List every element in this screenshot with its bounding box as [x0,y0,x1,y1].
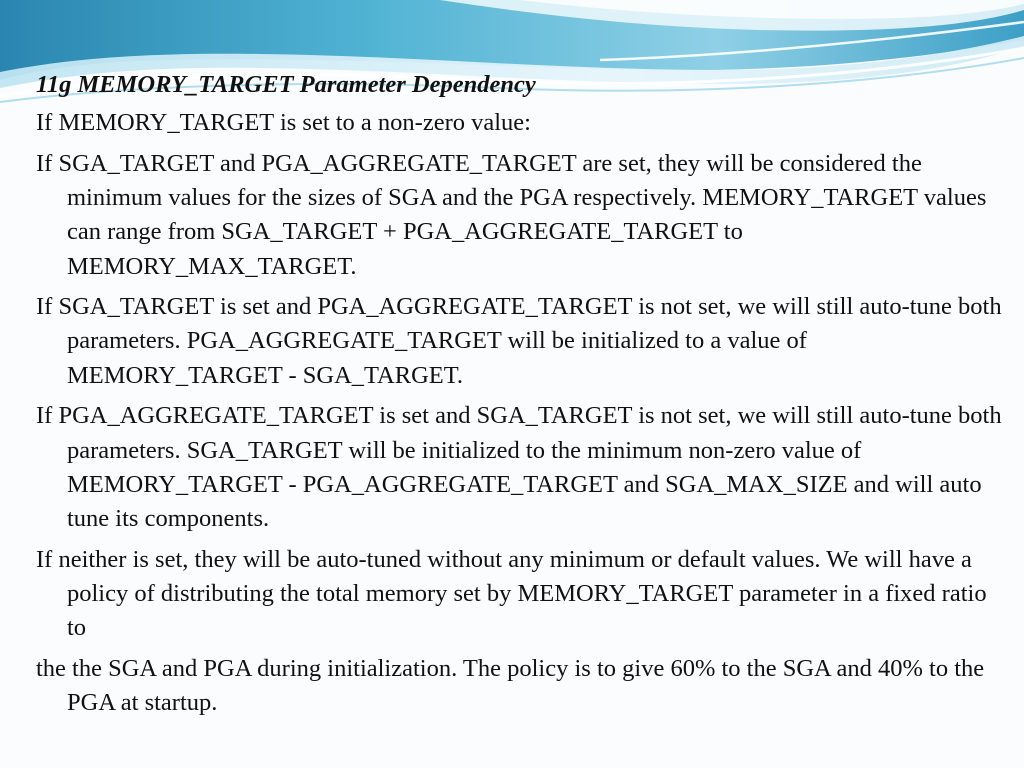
paragraph-3: If SGA_TARGET is set and PGA_AGGREGATE_TARGET is not set, we will still auto-tune both parameters. PGA_AGGREGATE_TARGET will be initialized to a value of MEMORY_TARGET - SGA_TARGET. [36,293,1002,389]
slide-title: 11g MEMORY_TARGET Parameter Dependency [36,71,536,98]
paragraph-5: If neither is set, they will be auto-tuned without any minimum or default values. We will have a policy of distributing the total memory set by MEMORY_TARGET parameter in a fixed ratio to [36,545,987,642]
paragraph-2: If SGA_TARGET and PGA_AGGREGATE_TARGET are set, they will be considered the minimum values for the sizes of SGA and the PGA respectively. MEMORY_TARGET values can range from SGA_TARGET + PGA_AGGREGATE_TARGET to MEMORY_MAX_TARGET. [36,149,987,280]
paragraph-1: If MEMORY_TARGET is set to a non-zero value: [36,109,531,137]
paragraph-6: the the SGA and PGA during initialization. The policy is to give 60% to the SGA and 40% to the PGA at startup. [36,654,985,716]
paragraph-4: If PGA_AGGREGATE_TARGET is set and SGA_TARGET is not set, we will still auto-tune both parameters. SGA_TARGET will be initialized to the minimum non-zero value of MEMORY_TARGET - PGA_AGGREGATE_TARGET and SGA_MAX_SIZE and will auto tune its components. [36,402,1002,532]
slide-body [36,68,1006,727]
